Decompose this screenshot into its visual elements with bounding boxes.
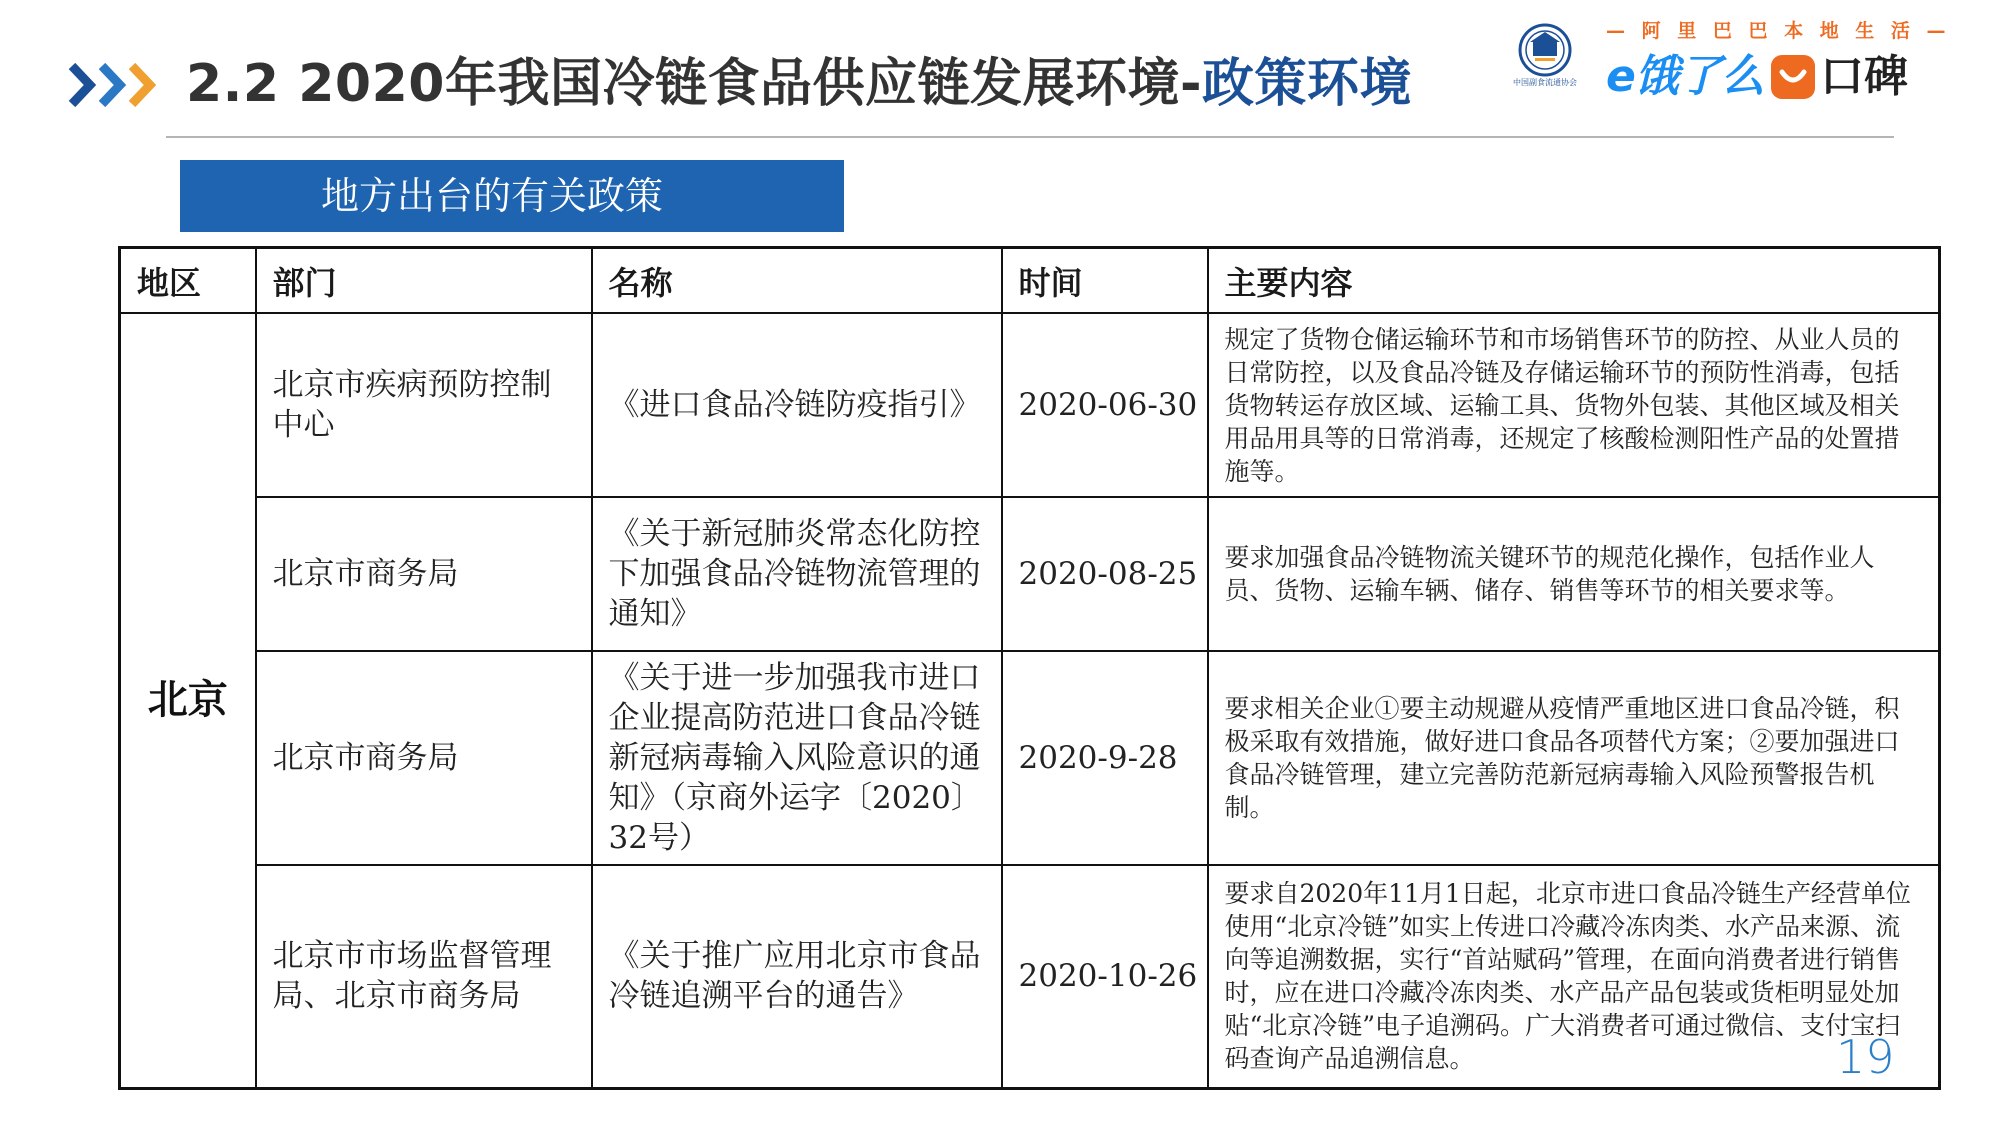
- page-title: [186, 48, 1412, 120]
- eleme-logo: e饿了么: [1606, 51, 1764, 102]
- date-cell: 2020-9-28: [1002, 651, 1208, 865]
- header-content: 主要内容: [1208, 248, 1940, 314]
- header-region: 地区: [120, 248, 256, 314]
- header-department: 部门: [256, 248, 592, 314]
- koubei-logo: 口碑: [1820, 51, 1908, 102]
- date-cell: 2020-06-30: [1002, 313, 1208, 497]
- section-banner: 地方出台的有关政策: [180, 160, 844, 232]
- content-cell: 要求自2020年11月1日起，北京市进口食品冷链生产经营单位使用“北京冷链”如实上传进口冷藏冷冻肉类、水产品来源、流向等追溯数据，实行“首站赋码”管理，在面向消费者进行销售时，应在进口冷藏冷冻肉类、水产品产品包装或货柜明显处加贴“北京冷链”电子追溯码。广大消费者可通过微信、支付宝扫码查询产品追溯信息。: [1208, 865, 1940, 1088]
- policy-name-cell: 《进口食品冷链防疫指引》: [592, 313, 1002, 497]
- header-name: 名称: [592, 248, 1002, 314]
- region-cell: 北京: [120, 313, 256, 1088]
- content-cell: 要求相关企业①要主动规避从疫情严重地区进口食品冷链，积极采取有效措施，做好进口食品各项替代方案；②要加强进口食品冷链管理，建立完善防范新冠病毒输入风险预警报告机制。: [1208, 651, 1940, 865]
- chevrons-icon: [68, 60, 164, 110]
- table-row: [120, 313, 1940, 497]
- date-cell: 2020-10-26: [1002, 865, 1208, 1088]
- table-row: [120, 497, 1940, 651]
- table-row: [120, 651, 1940, 865]
- policy-name-cell: 《关于进一步加强我市进口企业提高防范进口食品冷链新冠病毒输入风险意识的通知》（京商外运字〔2020〕32号）: [592, 651, 1002, 865]
- association-logo: [1508, 20, 1582, 102]
- department-cell: 北京市疾病预防控制中心: [256, 313, 592, 497]
- table-header-row: [120, 248, 1940, 314]
- header-time: 时间: [1002, 248, 1208, 314]
- department-cell: 北京市商务局: [256, 497, 592, 651]
- page-number: 19: [1836, 1030, 1895, 1084]
- title-accent: 政策环境: [1202, 54, 1413, 114]
- department-cell: 北京市商务局: [256, 651, 592, 865]
- title-main: 2.2 2020年我国冷链食品供应链发展环境-: [186, 54, 1203, 114]
- koubei-icon: [1768, 52, 1818, 102]
- content-cell: 要求加强食品冷链物流关键环节的规范化操作，包括作业人员、货物、运输车辆、储存、销售等环节的相关要求等。: [1208, 497, 1940, 651]
- title-divider: [166, 136, 1894, 138]
- policy-name-cell: 《关于新冠肺炎常态化防控下加强食品冷链物流管理的通知》: [592, 497, 1002, 651]
- association-name: 中国副食流通协会: [1513, 78, 1577, 87]
- brand-tagline: — 阿 里 巴 巴 本 地 生 活 —: [1606, 20, 1951, 42]
- table-row: [120, 865, 1940, 1088]
- date-cell: 2020-08-25: [1002, 497, 1208, 651]
- policy-table: [118, 246, 1941, 1090]
- policy-name-cell: 《关于推广应用北京市食品冷链追溯平台的通告》: [592, 865, 1002, 1088]
- department-cell: 北京市市场监督管理局、北京市商务局: [256, 865, 592, 1088]
- content-cell: 规定了货物仓储运输环节和市场销售环节的防控、从业人员的日常防控，以及食品冷链及存储运输环节的预防性消毒，包括货物转运存放区域、运输工具、货物外包装、其他区域及相关用品用具等的日常消毒，还规定了核酸检测阳性产品的处置措施等。: [1208, 313, 1940, 497]
